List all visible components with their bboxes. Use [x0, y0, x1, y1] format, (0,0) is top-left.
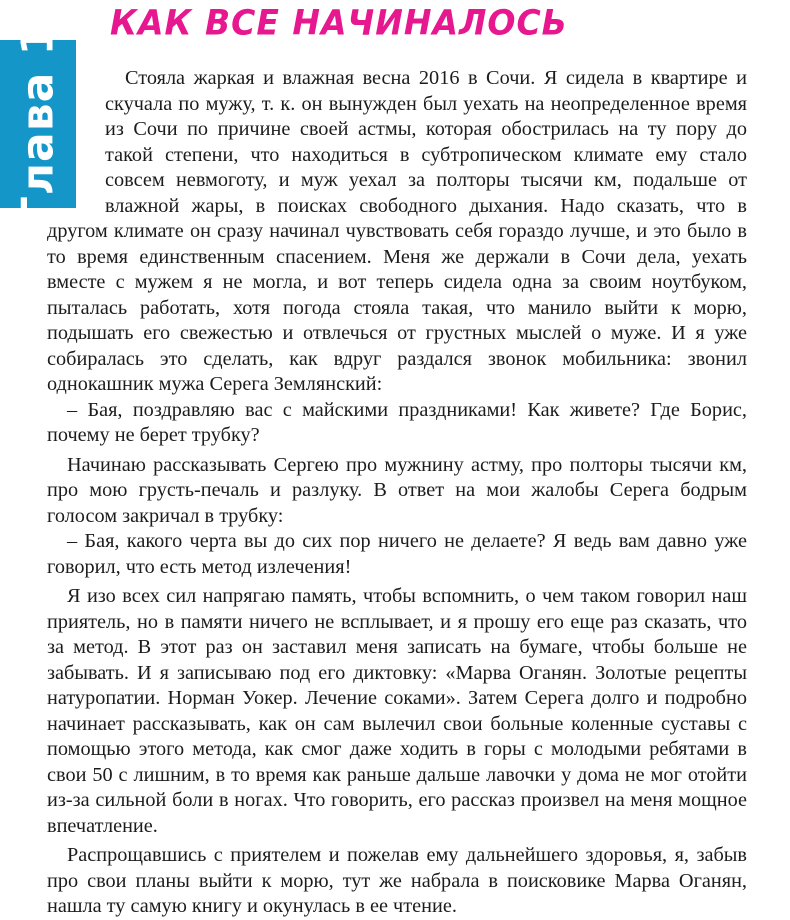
paragraph: Стояла жаркая и влажная весна 2016 в Сочи. Я сидела в квартире и скучала по мужу, т. к. он вынужден был уехать на неопределенное время из Сочи по причине своей астмы, которая обострилась на ту пору до такой степени, что находиться в субтропическом климате ему стало совсем невмоготу, и муж уехал за полторы тысячи км, подальше от влажной жары, в поисках свободного дыхания. Надо сказать, что в другом климате он сразу начинал чувствовать себя гораздо лучше, и это было в то время единственным спасением. Меня же держали в Сочи дела, уехать вместе с мужем я не могла, и вот теперь сидела одна за своим ноутбуком, пыталась работать, хотя погода стояла такая, что манило выйти к морю, подышать его свежестью и отвлечься от грустных мыслей о муже. И я уже собиралась это сделать, как вдруг раздался звонок мобильника: звонил однокашник мужа Серега Землянский:	[47, 67, 747, 395]
chapter-tab-label: Глава 1	[12, 23, 64, 225]
chapter-title: КАК ВСЕ НАЧИНАЛОСЬ	[110, 2, 568, 43]
tab-spacer	[47, 66, 105, 206]
dialogue-line: – Бая, какого черта вы до сих пор ничего не делаете? Я ведь вам давно уже говорил, что есть метод излечения!	[47, 530, 747, 578]
paragraph: Я изо всех сил напрягаю память, чтобы вспомнить, о чем таком говорил наш приятель, но в памяти ничего не всплывает, и я прошу его еще раз сказать, что за метод. В этот раз он заставил меня записать на бумаге, чтобы больше не забывать. И я записываю под его диктовку: «Марва Оганян. Золотые рецепты натуропатии. Норман Уокер. Лечение соками». Затем Серега долго и подробно начинает рассказывать, как он сам вылечил свои больные коленные суставы с помощью этого метода, как смог даже ходить в горы с молодыми ребятами в свои 50 с лишним, в то время как раньше дальше лавочки у дома не мог отойти из-за сильной боли в ногах. Что говорить, его рассказ произвел на меня мощное впечатление.	[47, 585, 747, 837]
chapter-body	[47, 66, 747, 920]
dialogue-line: – Бая, поздравляю вас с майскими праздниками! Как живете? Где Борис, почему не берет трубку?	[47, 398, 747, 446]
paragraph: Распрощавшись с приятелем и пожелав ему дальнейшего здоровья, я, забыв про свои планы выйти к морю, тут же набрала в поисковике Марва Оганян, нашла ту самую книгу и окунулась в ее чтение.	[47, 844, 747, 917]
paragraph: Начинаю рассказывать Сергею про мужнину астму, про полторы тысячи км, про мою грусть-печаль и разлуку. В ответ на мои жалобы Серега бодрым голосом закричал в трубку:	[47, 453, 747, 527]
